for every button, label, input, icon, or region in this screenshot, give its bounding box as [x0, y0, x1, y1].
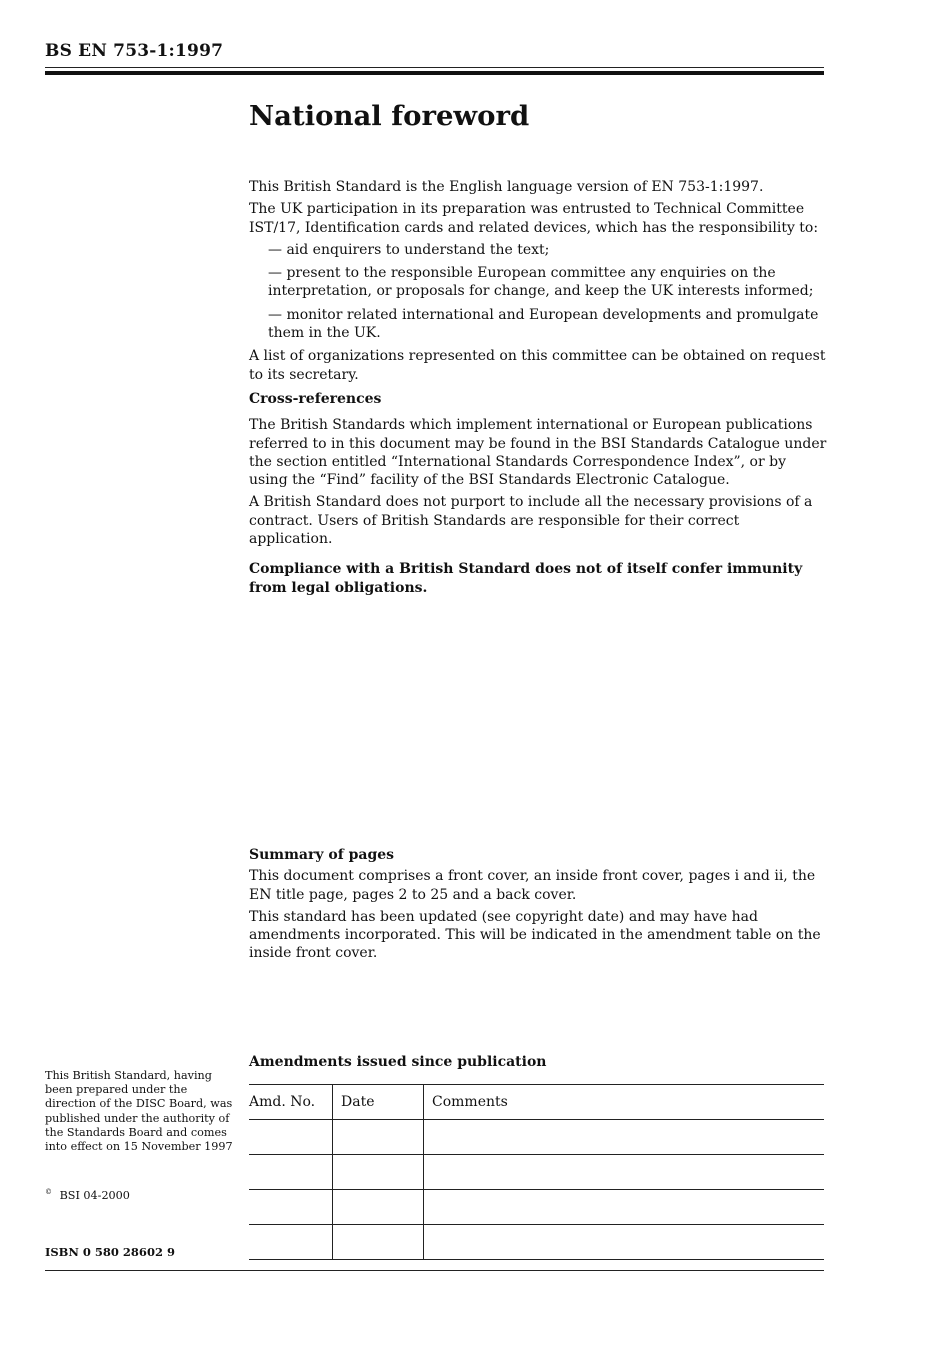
table-cell: [333, 1225, 424, 1260]
table-row: [249, 1155, 824, 1190]
summary-section: [249, 846, 827, 963]
table-cell: [333, 1120, 424, 1155]
footer-rule: [45, 1270, 824, 1271]
page-title: National foreword: [249, 100, 530, 132]
table-row: [249, 1225, 824, 1260]
table-cell: [424, 1190, 825, 1225]
copyright-text: BSI 04-2000: [59, 1188, 130, 1202]
compliance-statement: Compliance with a British Standard does not of itself confer immunity from legal obligations.: [249, 561, 803, 596]
header-rule-thick: [45, 71, 824, 75]
column-header-date: Date: [333, 1085, 424, 1120]
amendments-section: [249, 1053, 827, 1071]
responsibility-item: — monitor related international and European developments and promulgate them in the UK.: [268, 306, 819, 342]
intro-paragraph-1: This British Standard is the English language version of EN 753-1:1997.: [249, 179, 764, 195]
table-cell: [424, 1225, 825, 1260]
header-rule-thin: [45, 67, 824, 68]
table-row: [249, 1120, 824, 1155]
column-header-amd-no: Amd. No.: [249, 1085, 333, 1120]
table-cell: [249, 1190, 333, 1225]
table-cell: [424, 1120, 825, 1155]
responsibility-item: — aid enquirers to understand the text;: [268, 241, 550, 258]
cross-references-paragraph-2: A British Standard does not purport to include all the necessary provisions of a contract. Users of British Standards are responsible for their correct application.: [249, 494, 813, 548]
intro-section: [249, 178, 827, 597]
table-header-row: [249, 1085, 824, 1120]
table-cell: [249, 1225, 333, 1260]
table-cell: [333, 1155, 424, 1190]
table-cell: [333, 1190, 424, 1225]
table-cell: [424, 1155, 825, 1190]
isbn: ISBN 0 580 28602 9: [45, 1245, 175, 1259]
amendments-table: [249, 1084, 824, 1260]
table-cell: [249, 1120, 333, 1155]
cross-references-paragraph-1: The British Standards which implement international or European publications referred to in this document may be found in the BSI Standards Catalogue under the section entitled “International Standards Correspondence Index”, or by using the “Find” facility of the BSI Standards Electronic Catalogue.: [249, 417, 827, 489]
copyright-line: [45, 1185, 235, 1203]
summary-paragraph-2: This standard has been updated (see copyright date) and may have had amendments incorporated. This will be indicated in the amendment table on the inside front cover.: [249, 908, 821, 962]
column-header-comments: Comments: [424, 1085, 825, 1120]
publication-note: This British Standard, having been prepared under the direction of the DISC Board, was published under the authority of the Standards Board and comes into effect on 15 November 1997: [45, 1069, 233, 1154]
table-row: [249, 1190, 824, 1225]
intro-paragraph-2: The UK participation in its preparation was entrusted to Technical Committee IST/17, Identification cards and related devices, which has the responsibility to:: [249, 201, 819, 236]
amendments-heading: Amendments issued since publication: [249, 1054, 547, 1070]
intro-paragraph-3: A list of organizations represented on this committee can be obtained on request to its secretary.: [249, 348, 826, 383]
summary-heading: Summary of pages: [249, 847, 395, 863]
cross-references-heading: Cross-references: [249, 390, 382, 407]
table-cell: [249, 1155, 333, 1190]
copyright-symbol: ©: [45, 1188, 52, 1196]
responsibility-item: — present to the responsible European committee any enquiries on the interpretation, or proposals for change, and keep the UK interests informed;: [268, 265, 814, 300]
document-code: BS EN 753-1:1997: [45, 41, 224, 61]
summary-paragraph-1: This document comprises a front cover, an inside front cover, pages i and ii, the EN title page, pages 2 to 25 and a back cover.: [249, 868, 816, 903]
